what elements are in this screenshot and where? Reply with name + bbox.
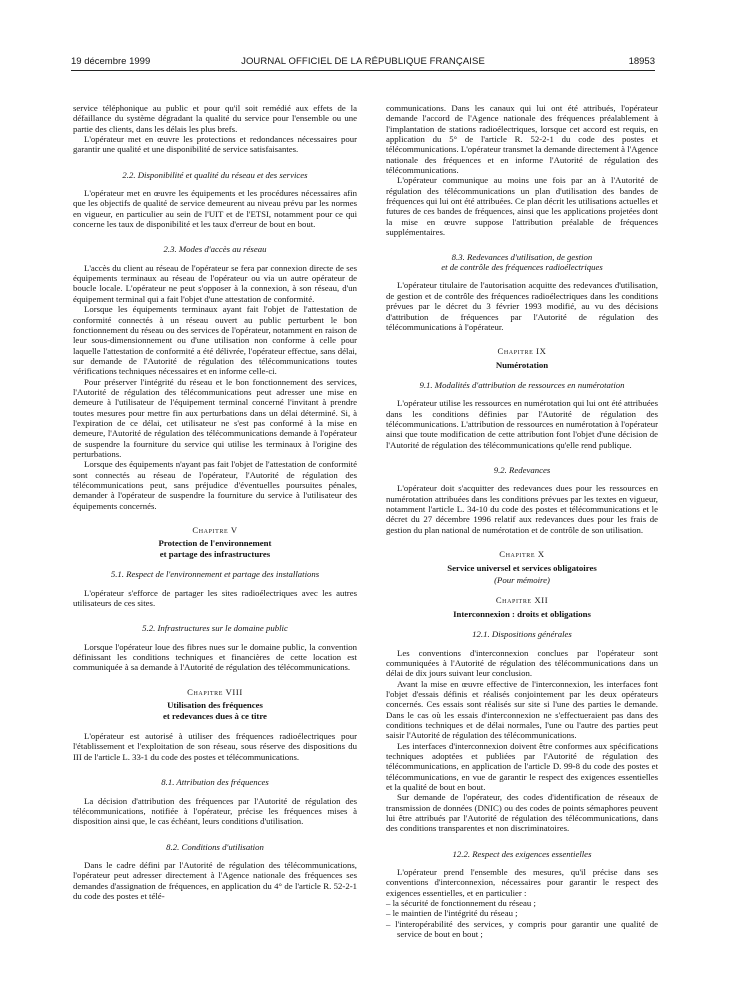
header-page-number: 18953 <box>628 56 655 67</box>
paragraph: La décision d'attribution des fréquences par l'Autorité de régulation des télécommunications, notifiée à l'opérateur, précise les fréquences mises à disposition ainsi que, le cas échéant, leurs conditions d'utilisation. <box>73 795 357 827</box>
paragraph: L'opérateur met en œuvre les équipements et les procédures nécessaires afin que les objectifs de qualité de service demeurent au niveau prévu par les normes en vigueur, en particulier au sein de l'UIT et de l'ETSI, notamment pour ce qui concerne les taux de disponibilité et les taux d'erreur de bout en bout. <box>73 188 357 230</box>
page-header <box>71 56 655 70</box>
paragraph: Lorsque l'opérateur loue des fibres nues sur le domaine public, la convention définissant les conditions techniques et financières de cette location est communiquée à sa demande à l'Autorité de régulation des télécommunications. <box>73 641 357 673</box>
paragraph: L'opérateur doit s'acquitter des redevances dues pour les ressources en numérotation attribuées dans les conditions prévues par les textes en vigueur, notamment l'article L. 34-10 du code des postes et télécommunications et le décret du 27 décembre 1996 relatif aux redevances dues pour les frais de gestion du plan national de numérotation et de contrôle de son utilisation. <box>386 483 658 535</box>
section-heading-8-2: 8.2. Conditions d'utilisation <box>166 841 264 852</box>
left-column <box>73 103 357 901</box>
section-heading-5-1: 5.1. Respect de l'environnement et partage des installations <box>110 569 320 580</box>
chapter-title-v <box>73 538 357 559</box>
section-heading-2-3: 2.3. Modes d'accès au réseau <box>163 244 267 255</box>
paragraph: L'opérateur s'efforce de partager les sites radioélectriques avec les autres utilisateurs de ces sites. <box>73 587 357 609</box>
section-heading-12-1: 12.1. Dispositions générales <box>472 629 572 640</box>
header-rule <box>71 70 655 71</box>
chapter-label-viii: Chapitre VIII <box>187 686 243 697</box>
chapter-title-line: Protection de l'environnement <box>158 538 272 549</box>
right-column <box>386 103 658 939</box>
header-date: 19 décembre 1999 <box>71 56 151 67</box>
chapter-label-xii: Chapitre XII <box>495 595 549 606</box>
paragraph: L'opérateur communique au moins une fois par an à l'Autorité de régulation des télécommunications un plan d'utilisation des bandes de fréquences qui lui ont été attribuées. Ce plan décrit les utilisations actuelles et futures de ces bandes de fréquences, ainsi que les applications projetées dont la mise en œuvre suppose l'attribution préalable de fréquences supplémentaires. <box>386 175 658 238</box>
paragraph: L'opérateur utilise les ressources en numérotation qui lui ont été attribuées dans les conditions définies par l'Autorité de régulation des télécommunications. L'attribution de ressources en numérotation à l'opérateur ainsi que toute modification de cette attribution font l'objet d'une décision de l'Autorité de régulation des télécommunications qu'elle rend publique. <box>386 398 658 450</box>
header-journal-title: JOURNAL OFFICIEL DE LA RÉPUBLIQUE FRANÇAISE <box>241 56 485 67</box>
paragraph: Sur demande de l'opérateur, des codes d'identification de réseaux de transmission de données (DNIC) ou des codes de points sémaphores peuvent lui être attribués par l'Autorité de régulation des télécommunications, dans des conditions transparentes et non discriminatoires. <box>386 792 658 834</box>
chapter-subtitle-x: (Pour mémoire) <box>494 575 550 585</box>
paragraph: Pour préserver l'intégrité du réseau et le bon fonctionnement des services, l'Autorité de régulation des télécommunications peut adresser une mise en demeure à l'utilisateur de l'équipement terminal concerné l'invitant à prendre toutes mesures pour mettre fin aux perturbations dans un délai déterminé. Si, à l'expiration de ce délai, cet utilisateur ne s'est pas conformé à la mise en demeure, l'Autorité de régulation des télécommunications demande à l'opérateur de suspendre la fourniture du service qui utilise les terminaux à l'origine des perturbations. <box>73 376 357 459</box>
paragraph: L'opérateur prend l'ensemble des mesures, qu'il précise dans ses conventions d'interconnexion, nécessaires pour garantir le respect des exigences essentielles, et en particulier : <box>386 867 658 898</box>
paragraph: service téléphonique au public et pour qu'il soit remédié aux effets de la défaillance du système dégradant la qualité du service pour l'ensemble ou une partie des clients, dans les délais les plus brefs. <box>73 103 357 134</box>
section-heading-line: et de contrôle des fréquences radioélectriques <box>441 262 603 273</box>
requirements-list <box>386 898 658 939</box>
paragraph: communications. Dans les canaux qui lui ont été attribués, l'opérateur demande l'accord de l'Agence nationale des fréquences préalablement à l'implantation de stations radioélectriques, lorsque cet accord est requis, en application du 5° de l'article R. 52-2-1 du code des postes et télécommunications. L'opérateur transmet la demande directement à l'Agence nationale des fréquences et en informe l'Autorité de régulation des télécommunications. <box>386 103 658 176</box>
section-heading-5-2: 5.2. Infrastructures sur le domaine public <box>142 623 288 634</box>
chapter-label-ix: Chapitre IX <box>497 346 547 357</box>
section-heading-12-2: 12.2. Respect des exigences essentielles <box>452 848 592 859</box>
chapter-label-v: Chapitre V <box>192 525 238 536</box>
chapter-title-xii: Interconnexion : droits et obligations <box>453 608 591 619</box>
paragraph: L'opérateur est autorisé à utiliser des fréquences radioélectriques pour l'établissement et l'exploitation de son réseau, sous réserve des dispositions du III de l'article L. 33-1 du code des postes et télécommunications. <box>73 731 357 762</box>
chapter-title-viii <box>73 700 357 721</box>
section-heading-8-1: 8.1. Attribution des fréquences <box>161 777 269 788</box>
list-item: – l'interopérabilité des services, y compris pour garantir une qualité de service de bout en bout ; <box>386 918 658 940</box>
chapter-title-ix: Numérotation <box>495 359 549 370</box>
paragraph: Avant la mise en œuvre effective de l'interconnexion, les interfaces font l'objet d'essais définis et réalisés conjointement par les deux opérateurs concernés. Ces essais sont réalisés sur site si l'une des parties le demande. Dans le cas où les essais d'interconnexion ne s'effectueraient pas dans des conditions techniques et de délai normales, l'une ou l'autre des parties peut saisir l'Autorité de régulation des télécommunications. <box>386 678 658 741</box>
paragraph: Dans le cadre défini par l'Autorité de régulation des télécommunications, l'opérateur peut adresser directement à l'Agence nationale des fréquences ses demandes d'assignation de fréquences, en application du 4° de l'article R. 52-2-1 du code des postes et télé- <box>73 859 357 901</box>
chapter-title-line: Utilisation des fréquences <box>167 700 263 711</box>
chapter-title-line: et partage des infrastructures <box>159 548 271 559</box>
paragraph: Les conventions d'interconnexion conclues par l'opérateur sont communiquées à l'Autorité de régulation des télécommunications dans un délai de dix jours suivant leur conclusion. <box>386 647 658 679</box>
chapter-title-line: et redevances dues à ce titre <box>163 710 267 721</box>
paragraph: L'opérateur met en œuvre les protections et redondances nécessaires pour garantir une qualité et une disponibilité de service satisfaisantes. <box>73 134 357 155</box>
section-heading-8-3 <box>386 252 658 272</box>
list-item: – le maintien de l'intégrité du réseau ; <box>386 908 518 919</box>
paragraph: Lorsque les équipements terminaux ayant fait l'objet de l'attestation de conformité connectés à un réseau ouvert au public perturbent le bon fonctionnement du réseau ou des services de l'opérateur, notamment en raison de leur sous-dimensionnement ou d'une utilisation non conforme à celle pour laquelle l'attestation de conformité a été délivrée, l'opérateur effectue, sans délai, sur demande de l'Autorité de régulation des télécommunications toutes vérifications techniques nécessaires et en informe celle-ci. <box>73 304 357 377</box>
section-heading-9-2: 9.2. Redevances <box>493 465 551 476</box>
paragraph: Lorsque des équipements n'ayant pas fait l'objet de l'attestation de conformité sont connectés au réseau de l'opérateur, l'Autorité de régulation des télécommunications peut, sans préjudice d'éventuelles poursuites pénales, demander à l'opérateur de suspendre la fourniture du service à l'utilisateur des équipements concernés. <box>73 459 357 511</box>
chapter-title-x: Service universel et services obligatoires <box>447 562 597 573</box>
section-heading-line: 8.3. Redevances d'utilisation, de gestion <box>451 252 593 263</box>
section-heading-2-2: 2.2. Disponibilité et qualité du réseau et des services <box>122 169 308 180</box>
paragraph: Les interfaces d'interconnexion doivent être conformes aux spécifications techniques adoptées et publiées par l'Autorité de régulation des télécommunications, en application de l'article D. 99-8 du code des postes et télécommunications, en vue de garantir le respect des exigences essentielles et la qualité de bout en bout. <box>386 740 658 792</box>
paragraph: L'opérateur titulaire de l'autorisation acquitte des redevances d'utilisation, de gestion et de contrôle des fréquences radioélectriques dans les conditions prévues par le décret du 3 février 1993 modifié, au vu des décisions d'attribution de fréquences par l'Autorité de régulation des télécommunications à l'opérateur. <box>386 280 658 332</box>
paragraph: L'accès du client au réseau de l'opérateur se fera par connexion directe de ses équipements terminaux au réseau de l'opérateur ou via un autre opérateur de boucle locale. L'opérateur ne peut s'opposer à la connexion, à son réseau, d'un équipement terminal qui a fait l'objet d'une attestation de conformité. <box>73 262 357 304</box>
chapter-label-x: Chapitre X <box>499 549 545 560</box>
section-heading-9-1: 9.1. Modalités d'attribution de ressources en numérotation <box>419 380 625 391</box>
list-item: – la sécurité de fonctionnement du réseau ; <box>386 898 536 909</box>
